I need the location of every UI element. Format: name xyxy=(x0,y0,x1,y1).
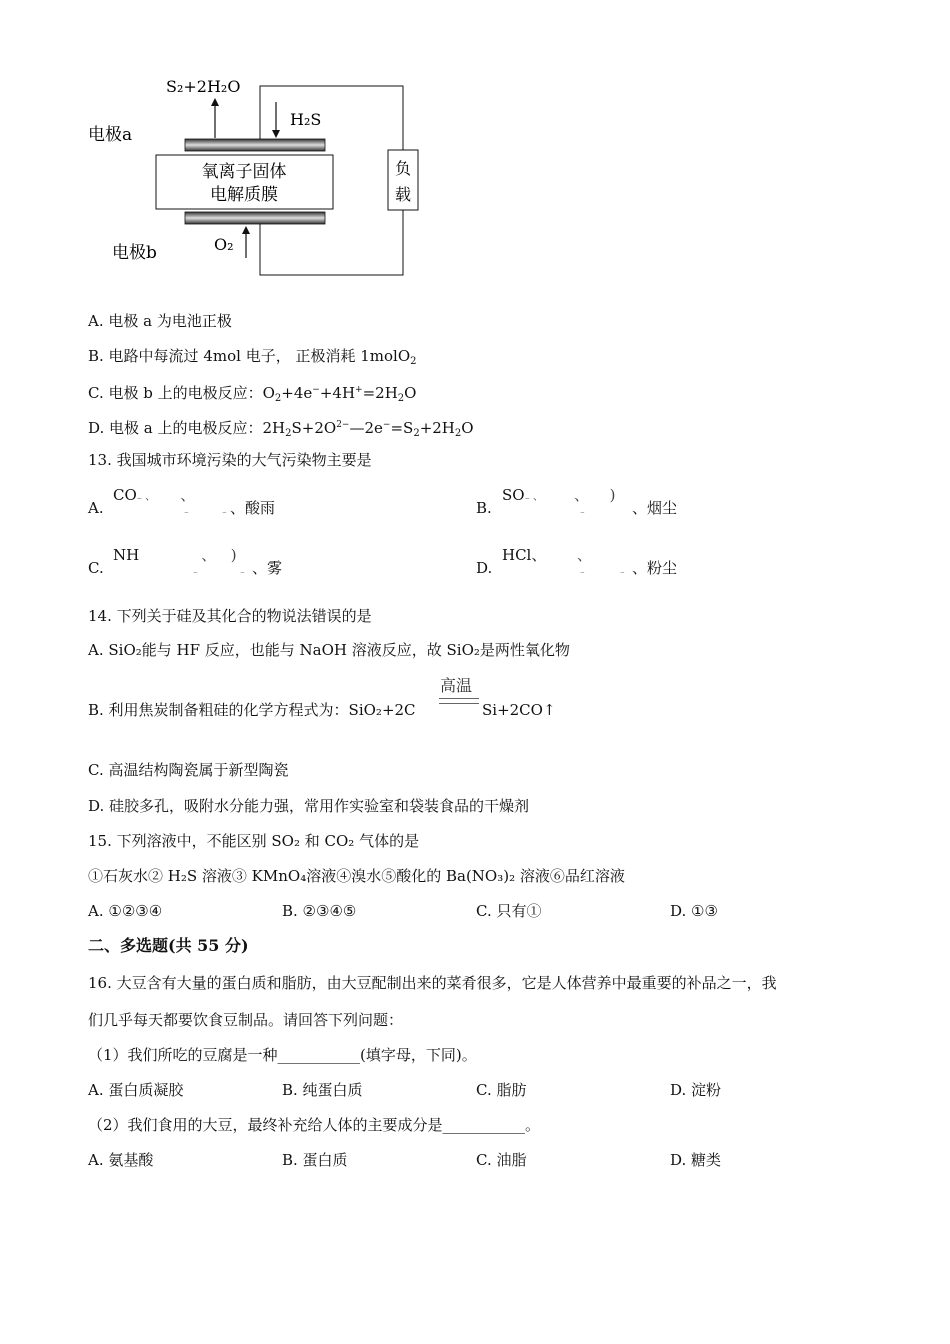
h2s-label: H₂S xyxy=(290,110,322,129)
q15-stem: 15. 下列溶液中，不能区别 SO₂ 和 CO₂ 气体的是 xyxy=(88,832,420,850)
q14-b-product: Si+2CO↑ xyxy=(482,701,556,719)
q15-option-c: C. 只有① xyxy=(476,902,542,920)
q16-p1-option-d: D. 淀粉 xyxy=(670,1081,722,1099)
q13-d-top: HCl、 、 xyxy=(502,546,592,564)
electrode-b xyxy=(185,212,325,224)
top-product-label: S₂+2H₂O xyxy=(166,77,241,96)
o2-label: O₂ xyxy=(214,235,234,254)
q13-c-tail: 、雾 xyxy=(252,559,283,577)
q16-stem-line1: 16. 大豆含有大量的蛋白质和脂肪，由大豆配制出来的菜肴很多，它是人体营养中最重要的补品之一，我 xyxy=(88,974,777,992)
q12-option-b: B. 电路中每流过 4mol 电子， 正极消耗 1molO$_2$ xyxy=(88,347,417,367)
q13-d-fragment: ₋ xyxy=(580,567,585,577)
q16-p2-option-c: C. 油脂 xyxy=(476,1151,527,1169)
q16-p1-option-a: A. 蛋白质凝胶 xyxy=(88,1081,184,1099)
q16-stem-line2: 们几乎每天都要饮食豆制品。请回答下列问题： xyxy=(88,1011,404,1029)
q14-option-c: C. 高温结构陶瓷属于新型陶瓷 xyxy=(88,761,289,779)
q14-b-condition: 高温 xyxy=(440,676,473,695)
q13-a-fragment: ₋ xyxy=(184,507,189,517)
electrode-a xyxy=(185,139,325,151)
q13-c-fragment-2: ₋ xyxy=(240,567,245,577)
q16-p1-option-c: C. 脂肪 xyxy=(476,1081,527,1099)
q13-b-tail: 、烟尘 xyxy=(632,499,678,517)
q13-stem: 13. 我国城市环境污染的大气污染物主要是 xyxy=(88,451,372,469)
load-line2: 载 xyxy=(394,185,412,204)
q12-option-c: C. 电极 b 上的电极反应：$O_2+4e^-+4H^+=2H_2O$ xyxy=(88,384,417,404)
q14-option-b: B. 利用焦炭制备粗硅的化学方程式为：SiO₂+2C xyxy=(88,701,416,719)
load-line1: 负 xyxy=(394,159,412,178)
h2s-arrowhead xyxy=(272,130,280,138)
q13-d-fragment-2: ₋ xyxy=(620,567,625,577)
q13-a-tail: 、酸雨 xyxy=(230,499,276,517)
membrane-line1: 氧离子固体 xyxy=(201,162,287,182)
fuel-cell-diagram xyxy=(80,70,440,285)
o2-arrowhead xyxy=(242,226,250,234)
q12-option-d: D. 电极 a 上的电极反应：$2H_2S+2O^{2-}—2e^-=S_2+2H_2O$ xyxy=(88,419,474,439)
q16-p2-option-a: A. 氨基酸 xyxy=(88,1151,154,1169)
q15-option-d: D. ①③ xyxy=(670,902,718,920)
q13-b-label: B. xyxy=(476,499,492,517)
section-title: 二、多选题(共 55 分) xyxy=(88,936,249,955)
membrane-line2: 电解质膜 xyxy=(210,185,278,205)
q15-option-b: B. ②③④⑤ xyxy=(282,902,357,920)
q16-p2-option-b: B. 蛋白质 xyxy=(282,1151,348,1169)
q13-a-fragment-2: ₋ xyxy=(222,507,227,517)
q16-part2: （2）我们食用的大豆，最终补充给人体的主要成分是___________。 xyxy=(88,1116,541,1134)
electrode-a-label: 电极a xyxy=(88,125,133,145)
q14-option-a: A. SiO₂能与 HF 反应，也能与 NaOH 溶液反应，故 SiO₂是两性氧化物 xyxy=(88,641,570,659)
q13-a-label: A. xyxy=(88,499,104,517)
q13-b-fragment: ₋ xyxy=(580,507,585,517)
q14-b-equals xyxy=(439,698,479,704)
q13-a-top: CO₋ 、 、 xyxy=(113,486,196,504)
q16-part1: （1）我们所吃的豆腐是一种___________(填字母，下同)。 xyxy=(88,1046,477,1064)
q16-p1-option-b: B. 纯蛋白质 xyxy=(282,1081,363,1099)
q14-option-d: D. 硅胶多孔，吸附水分能力强，常用作实验室和袋装食品的干燥剂 xyxy=(88,797,530,815)
q13-d-tail: 、粉尘 xyxy=(632,559,678,577)
electrode-b-label: 电极b xyxy=(112,243,157,263)
q16-p2-option-d: D. 糖类 xyxy=(670,1151,722,1169)
q14-stem: 14. 下列关于硅及其化合的物说法错误的是 xyxy=(88,607,372,625)
q15-option-a: A. ①②③④ xyxy=(88,902,163,920)
q13-c-fragment: ₋ xyxy=(193,567,198,577)
product-arrowhead xyxy=(211,98,219,106)
q15-list: ①石灰水② H₂S 溶液③ KMnO₄溶液④溴水⑤酸化的 Ba(NO₃)₂ 溶液⑥品红溶液 xyxy=(88,867,625,885)
q13-c-top: NH 、 ) xyxy=(113,546,237,564)
q13-c-label: C. xyxy=(88,559,104,577)
q13-d-label: D. xyxy=(476,559,493,577)
q13-b-top: SO₋ 、 、 ) xyxy=(502,486,616,504)
q12-option-a: A. 电极 a 为电池正极 xyxy=(88,312,232,330)
